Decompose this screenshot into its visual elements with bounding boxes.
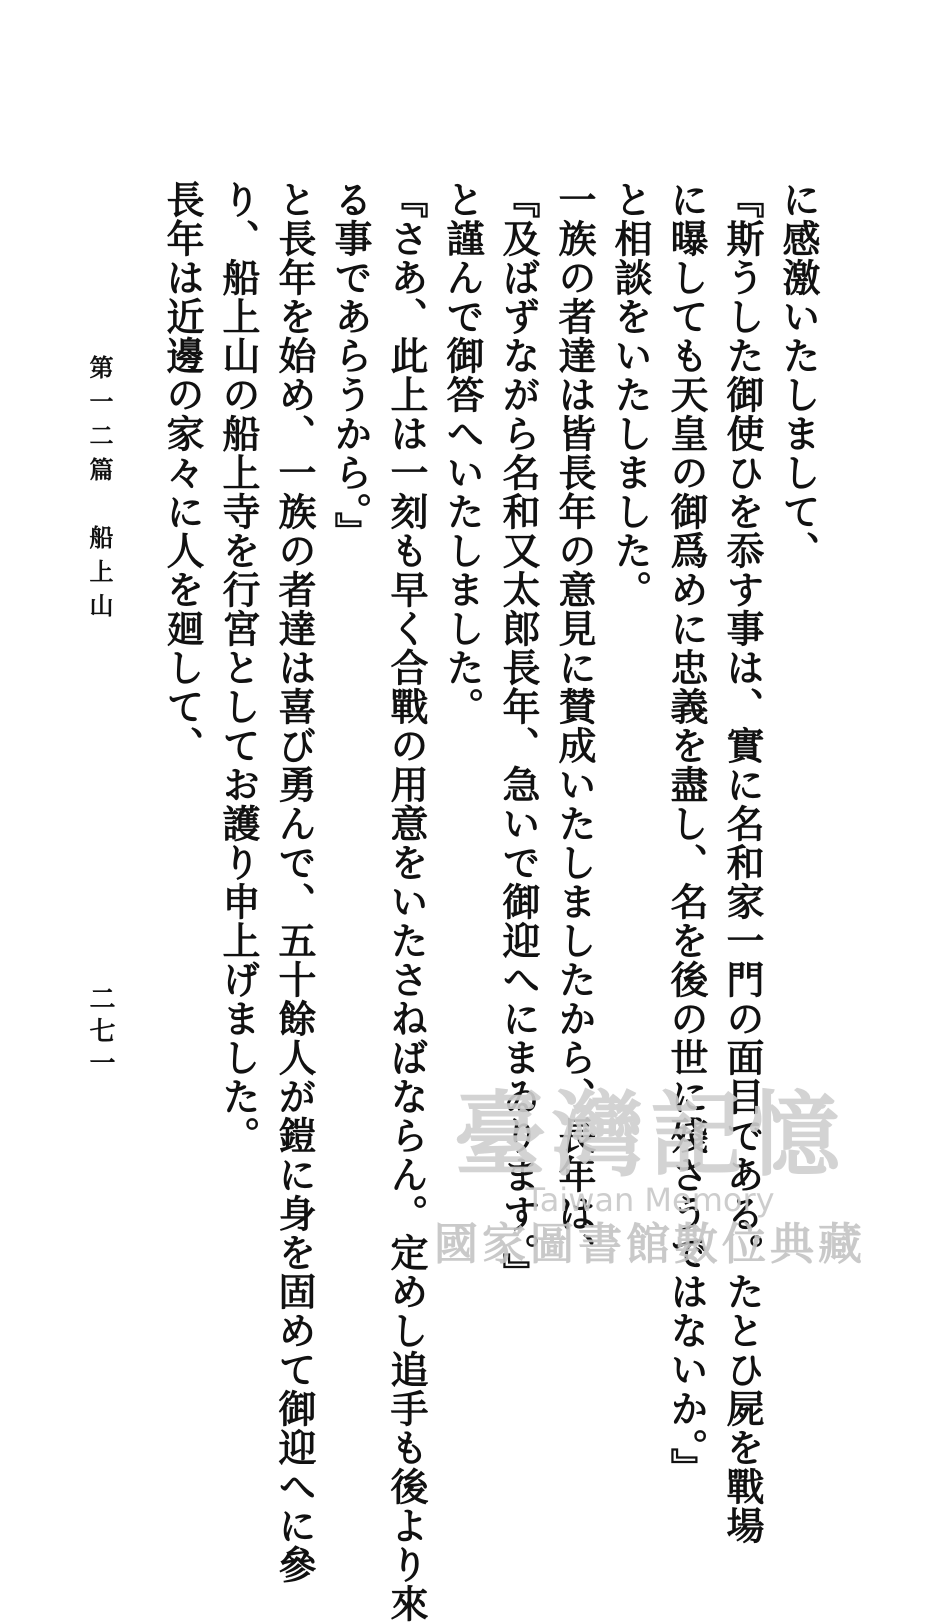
- text-line-11: り、船上山の船上寺を行宮としてお護り申上げました。: [216, 180, 261, 1155]
- text-line-9: る事であらうから。』: [328, 180, 373, 551]
- watermark-main-text: 臺灣記憶: [453, 1081, 846, 1189]
- text-line-5: 一族の者達は皆長年の意見に賛成いたしましたから、長年は、: [552, 180, 597, 1272]
- running-title: 第一二篇 船上山: [85, 355, 114, 627]
- text-line-12: 長年は近邊の家々に人を廻して、: [160, 180, 205, 765]
- text-line-6: 『及ばずながら名和又太郎長年、急いで御迎へにまゐります。』: [496, 180, 541, 1292]
- watermark-sub-text: Taiwan Memory: [525, 1181, 775, 1219]
- watermark-library-text: 國家圖書館數位典藏: [434, 1219, 866, 1270]
- watermark-logo: [420, 1080, 880, 1320]
- page-number: 二七一: [85, 985, 115, 1081]
- text-line-10: と長年を始め、一族の者達は喜び勇んで、五十餘人が鎧に身を固めて御迎へに參: [272, 180, 317, 1584]
- text-line-2: 『斯うした御使ひを忝す事は、實に名和家一門の面目である。たとひ屍を戰場: [720, 180, 765, 1545]
- text-line-4: と相談をいたしました。: [608, 180, 653, 609]
- text-line-7: と謹んで御答へいたしました。: [440, 180, 485, 726]
- text-line-3: に曝しても天皇の御爲めに忠義を盡し、名を後の世に殘さうではないか。』: [664, 180, 709, 1487]
- text-line-8: 『さあ、此上は一刻も早く合戰の用意をいたさねばならん。定めし追手も後より來: [384, 180, 429, 1623]
- text-line-1: に感激いたしまして、: [776, 180, 821, 570]
